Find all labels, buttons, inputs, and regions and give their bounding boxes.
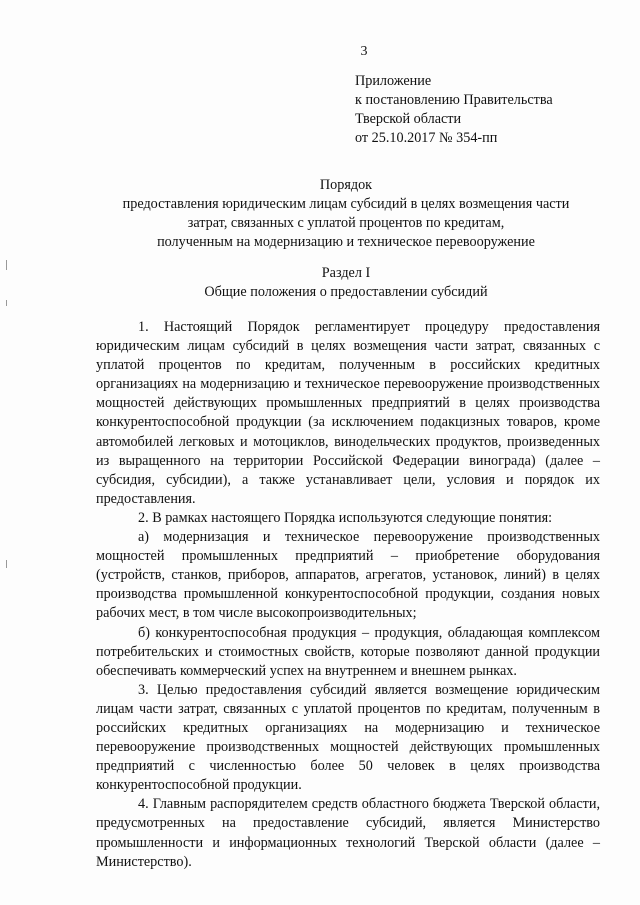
appendix-date-number: от 25.10.2017 № 354-пп — [355, 130, 498, 146]
paragraph: а) модернизация и техническое перевооружение производственных мощностей промышленных предприятий – приобретение оборудования (устройств, станков, приборов, аппаратов, агрегатов, установок, линий) в целях производства промышленной конкурентоспособной продукции, создания новых рабочих мест, в том числе высокопроизводительных; — [96, 529, 600, 622]
paragraph: 2. В рамках настоящего Порядка используются следующие понятия: — [138, 509, 553, 526]
paragraph: 4. Главным распорядителем средств областного бюджета Тверской области, предусмотренных на предоставление субсидий, является Министерство промышленности и информационных технологий Тверской области (далее – Министерство). — [96, 796, 600, 870]
title-heading: Порядок — [319, 177, 373, 193]
paragraph: б) конкурентоспособная продукция – продукция, обладающая комплексом потребительских и стоимостных свойств, которые позволяют данной продукции обеспечивать коммерческий успех на внутреннем и внешнем рынках. — [96, 624, 600, 679]
scan-artifact — [6, 300, 7, 306]
scan-artifact — [6, 560, 7, 568]
section-header — [96, 264, 596, 302]
paragraph: 1. Настоящий Порядок регламентирует процедуру предоставления юридическим лицам субсидий в целях возмещения части затрат, связанных с уплатой процентов по кредитам, полученным в российских кредитных организациях на модернизацию и техническое перевооружение производственных мощностей действующих промышленных предприятий в целях производства конкурентоспособной продукции (за исключением подакцизных товаров, кроме автомобилей легковых и мотоциклов, винодельческих продуктов, произведенных из выращенного на территории Российской Федерации винограда) (далее – субсидия, субсидии), а также устанавливает цели, условия и порядок их предоставления. — [96, 319, 600, 507]
appendix-line: к постановлению Правительства — [355, 92, 553, 108]
title-line: предоставления юридическим лицам субсидий в целях возмещения части — [122, 196, 570, 212]
paragraph: 3. Целью предоставления субсидий является возмещение юридическим лицам части затрат, связанных с уплатой процентов по кредитам, полученным в российских кредитных организациях на модернизацию и техническое перевооружение производственных мощностей действующих промышленных предприятий с численностью более 50 человек в целях производства конкурентоспособной продукции. — [96, 681, 600, 794]
section-name: Общие положения о предоставлении субсидий — [204, 284, 488, 300]
appendix-line: Приложение — [355, 73, 432, 89]
scan-artifact — [6, 260, 7, 270]
document-title — [96, 176, 596, 252]
section-number: Раздел I — [321, 265, 371, 281]
document-body — [96, 318, 600, 872]
title-line: полученным на модернизацию и техническое перевооружение — [157, 234, 535, 250]
appendix-header — [355, 72, 553, 148]
page-number: 3 — [360, 44, 368, 59]
appendix-line: Тверской области — [355, 111, 462, 127]
title-line: затрат, связанных с уплатой процентов по кредитам, — [187, 215, 505, 231]
